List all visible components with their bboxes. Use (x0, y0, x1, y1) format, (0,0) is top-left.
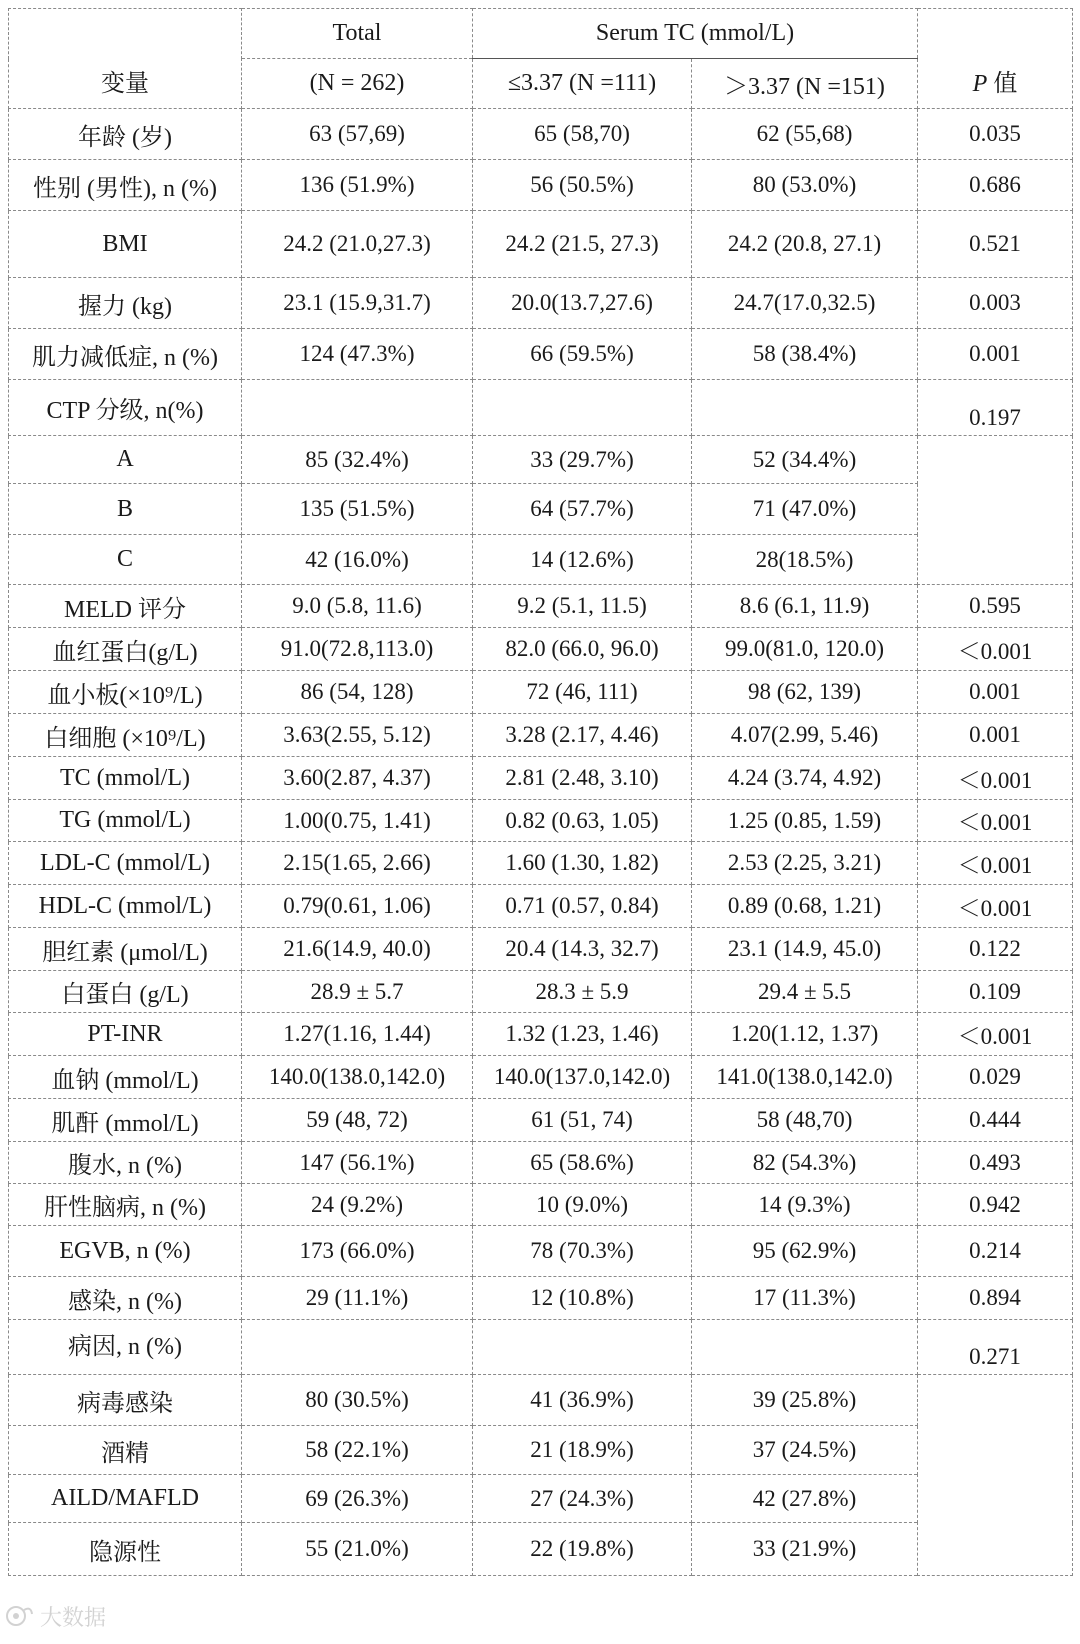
low-tc-cell: 3.28 (2.17, 4.46) (473, 714, 692, 757)
high-tc-cell: 24.2 (20.8, 27.1) (692, 211, 918, 278)
total-cell: 3.63(2.55, 5.12) (242, 714, 473, 757)
header-high-group: ＞3.37 (N =151) (692, 59, 918, 109)
low-tc-cell: 22 (19.8%) (473, 1523, 692, 1576)
variable-cell: C (9, 535, 242, 585)
total-cell: 24 (9.2%) (242, 1184, 473, 1226)
table-row (9, 842, 1073, 885)
table-row (9, 436, 1073, 484)
total-cell: 124 (47.3%) (242, 329, 473, 380)
low-tc-cell: 20.4 (14.3, 32.7) (473, 928, 692, 971)
low-tc-cell: 0.71 (0.57, 0.84) (473, 885, 692, 928)
variable-cell: CTP 分级, n(%) (9, 380, 242, 436)
table-row (9, 160, 1073, 211)
low-tc-cell: 24.2 (21.5, 27.3) (473, 211, 692, 278)
p-value-cell: 0.894 (918, 1277, 1073, 1320)
p-value-cell: 0.271 (918, 1320, 1073, 1375)
table-row (9, 1013, 1073, 1056)
p-value-cell: ＜0.001 (918, 757, 1073, 800)
high-tc-cell (692, 380, 918, 436)
variable-cell: 胆红素 (μmol/L) (9, 928, 242, 971)
low-tc-cell: 2.81 (2.48, 3.10) (473, 757, 692, 800)
p-value-cell: 0.035 (918, 109, 1073, 160)
high-tc-cell: 37 (24.5%) (692, 1426, 918, 1475)
total-cell: 28.9 ± 5.7 (242, 971, 473, 1013)
table-row (9, 1142, 1073, 1184)
table-row (9, 1523, 1073, 1576)
variable-cell: 腹水, n (%) (9, 1142, 242, 1184)
p-value-cell: ＜0.001 (918, 842, 1073, 885)
high-tc-cell: 80 (53.0%) (692, 160, 918, 211)
header-total-n: (N = 262) (242, 59, 473, 109)
low-tc-cell: 65 (58,70) (473, 109, 692, 160)
table-row (9, 329, 1073, 380)
high-tc-cell: 99.0(81.0, 120.0) (692, 628, 918, 671)
total-cell: 86 (54, 128) (242, 671, 473, 714)
p-value-cell: 0.109 (918, 971, 1073, 1013)
high-tc-cell: 62 (55,68) (692, 109, 918, 160)
total-cell: 69 (26.3%) (242, 1475, 473, 1523)
high-tc-cell: 29.4 ± 5.5 (692, 971, 918, 1013)
low-tc-cell (473, 1320, 692, 1375)
variable-cell: PT-INR (9, 1013, 242, 1056)
table-row (9, 109, 1073, 160)
watermark-text: 大数据 (40, 1605, 107, 1631)
p-value-cell: 0.003 (918, 278, 1073, 329)
table-row (9, 885, 1073, 928)
header-p-value (918, 9, 1073, 109)
total-cell: 21.6(14.9, 40.0) (242, 928, 473, 971)
total-cell: 1.27(1.16, 1.44) (242, 1013, 473, 1056)
total-cell: 0.79(0.61, 1.06) (242, 885, 473, 928)
p-value-cell: 0.214 (918, 1226, 1073, 1277)
low-tc-cell: 78 (70.3%) (473, 1226, 692, 1277)
variable-cell: 酒精 (9, 1426, 242, 1475)
table-row (9, 1375, 1073, 1426)
table-row (9, 971, 1073, 1013)
p-value-cell (918, 436, 1073, 585)
total-cell: 3.60(2.87, 4.37) (242, 757, 473, 800)
baseline-characteristics-table (8, 8, 1073, 1576)
high-tc-cell: 71 (47.0%) (692, 484, 918, 535)
p-suffix: 值 (987, 71, 1018, 97)
total-cell: 29 (11.1%) (242, 1277, 473, 1320)
variable-cell: TC (mmol/L) (9, 757, 242, 800)
low-tc-cell: 14 (12.6%) (473, 535, 692, 585)
variable-cell: 血小板(×10⁹/L) (9, 671, 242, 714)
low-tc-cell: 65 (58.6%) (473, 1142, 692, 1184)
low-tc-cell: 66 (59.5%) (473, 329, 692, 380)
table-row (9, 535, 1073, 585)
table-row (9, 1099, 1073, 1142)
low-tc-cell: 20.0(13.7,27.6) (473, 278, 692, 329)
variable-cell: AILD/MAFLD (9, 1475, 242, 1523)
total-cell: 55 (21.0%) (242, 1523, 473, 1576)
variable-cell: 肌力减低症, n (%) (9, 329, 242, 380)
low-tc-cell: 64 (57.7%) (473, 484, 692, 535)
variable-cell: B (9, 484, 242, 535)
table-row (9, 380, 1073, 436)
variable-cell: TG (mmol/L) (9, 800, 242, 842)
table-row (9, 628, 1073, 671)
low-tc-cell: 61 (51, 74) (473, 1099, 692, 1142)
high-tc-cell: 4.07(2.99, 5.46) (692, 714, 918, 757)
low-tc-cell: 27 (24.3%) (473, 1475, 692, 1523)
high-tc-cell: 82 (54.3%) (692, 1142, 918, 1184)
low-tc-cell: 28.3 ± 5.9 (473, 971, 692, 1013)
variable-cell: HDL-C (mmol/L) (9, 885, 242, 928)
low-tc-cell: 10 (9.0%) (473, 1184, 692, 1226)
p-value-cell: 0.444 (918, 1099, 1073, 1142)
variable-cell: EGVB, n (%) (9, 1226, 242, 1277)
total-cell: 9.0 (5.8, 11.6) (242, 585, 473, 628)
table-row (9, 757, 1073, 800)
table-row (9, 211, 1073, 278)
high-tc-cell (692, 1320, 918, 1375)
high-tc-cell: 141.0(138.0,142.0) (692, 1056, 918, 1099)
p-value-cell: 0.595 (918, 585, 1073, 628)
high-tc-cell: 1.20(1.12, 1.37) (692, 1013, 918, 1056)
variable-cell: 病因, n (%) (9, 1320, 242, 1375)
table-row (9, 1426, 1073, 1475)
table-row (9, 484, 1073, 535)
p-value-cell: 0.001 (918, 329, 1073, 380)
header-variable: 变量 (9, 9, 242, 109)
variable-cell: BMI (9, 211, 242, 278)
p-value-cell: 0.122 (918, 928, 1073, 971)
p-value-cell: 0.942 (918, 1184, 1073, 1226)
p-value-cell (918, 1375, 1073, 1576)
low-tc-cell: 140.0(137.0,142.0) (473, 1056, 692, 1099)
total-cell: 42 (16.0%) (242, 535, 473, 585)
p-value-cell: 0.001 (918, 671, 1073, 714)
total-cell: 173 (66.0%) (242, 1226, 473, 1277)
total-cell (242, 380, 473, 436)
total-cell: 24.2 (21.0,27.3) (242, 211, 473, 278)
high-tc-cell: 28(18.5%) (692, 535, 918, 585)
table-row (9, 278, 1073, 329)
high-tc-cell: 2.53 (2.25, 3.21) (692, 842, 918, 885)
variable-cell: 病毒感染 (9, 1375, 242, 1426)
p-value-cell: 0.521 (918, 211, 1073, 278)
p-value-cell: 0.001 (918, 714, 1073, 757)
high-tc-cell: 39 (25.8%) (692, 1375, 918, 1426)
total-cell: 2.15(1.65, 2.66) (242, 842, 473, 885)
variable-cell: 握力 (kg) (9, 278, 242, 329)
low-tc-cell: 9.2 (5.1, 11.5) (473, 585, 692, 628)
low-tc-cell: 56 (50.5%) (473, 160, 692, 211)
total-cell: 147 (56.1%) (242, 1142, 473, 1184)
low-tc-cell (473, 380, 692, 436)
p-value-cell: ＜0.001 (918, 628, 1073, 671)
table-row (9, 1226, 1073, 1277)
variable-cell: 年龄 (岁) (9, 109, 242, 160)
low-tc-cell: 12 (10.8%) (473, 1277, 692, 1320)
high-tc-cell: 8.6 (6.1, 11.9) (692, 585, 918, 628)
header-total: Total (242, 9, 473, 59)
high-tc-cell: 17 (11.3%) (692, 1277, 918, 1320)
total-cell: 136 (51.9%) (242, 160, 473, 211)
watermark-logo-icon (4, 1602, 34, 1630)
total-cell: 85 (32.4%) (242, 436, 473, 484)
total-cell: 23.1 (15.9,31.7) (242, 278, 473, 329)
header-low-group: ≤3.37 (N =111) (473, 59, 692, 109)
total-cell: 58 (22.1%) (242, 1426, 473, 1475)
total-cell: 63 (57,69) (242, 109, 473, 160)
p-value-cell: 0.493 (918, 1142, 1073, 1184)
high-tc-cell: 58 (48,70) (692, 1099, 918, 1142)
high-tc-cell: 95 (62.9%) (692, 1226, 918, 1277)
total-cell: 140.0(138.0,142.0) (242, 1056, 473, 1099)
watermark (4, 1596, 154, 1636)
low-tc-cell: 82.0 (66.0, 96.0) (473, 628, 692, 671)
high-tc-cell: 14 (9.3%) (692, 1184, 918, 1226)
table-row (9, 1320, 1073, 1375)
table-row (9, 1475, 1073, 1523)
p-value-cell: ＜0.001 (918, 800, 1073, 842)
high-tc-cell: 24.7(17.0,32.5) (692, 278, 918, 329)
table-row (9, 1056, 1073, 1099)
p-value-cell: 0.686 (918, 160, 1073, 211)
variable-cell: A (9, 436, 242, 484)
p-value-cell: ＜0.001 (918, 1013, 1073, 1056)
table-row (9, 928, 1073, 971)
total-cell: 1.00(0.75, 1.41) (242, 800, 473, 842)
total-cell: 80 (30.5%) (242, 1375, 473, 1426)
low-tc-cell: 1.32 (1.23, 1.46) (473, 1013, 692, 1056)
high-tc-cell: 1.25 (0.85, 1.59) (692, 800, 918, 842)
table-row (9, 671, 1073, 714)
low-tc-cell: 72 (46, 111) (473, 671, 692, 714)
variable-cell: 肝性脑病, n (%) (9, 1184, 242, 1226)
high-tc-cell: 58 (38.4%) (692, 329, 918, 380)
high-tc-cell: 42 (27.8%) (692, 1475, 918, 1523)
variable-cell: 血红蛋白(g/L) (9, 628, 242, 671)
variable-cell: 白细胞 (×10⁹/L) (9, 714, 242, 757)
variable-cell: MELD 评分 (9, 585, 242, 628)
total-cell (242, 1320, 473, 1375)
high-tc-cell: 33 (21.9%) (692, 1523, 918, 1576)
high-tc-cell: 52 (34.4%) (692, 436, 918, 484)
total-cell: 59 (48, 72) (242, 1099, 473, 1142)
table-row (9, 585, 1073, 628)
variable-cell: 隐源性 (9, 1523, 242, 1576)
high-tc-cell: 23.1 (14.9, 45.0) (692, 928, 918, 971)
variable-cell: 血钠 (mmol/L) (9, 1056, 242, 1099)
total-cell: 135 (51.5%) (242, 484, 473, 535)
low-tc-cell: 0.82 (0.63, 1.05) (473, 800, 692, 842)
low-tc-cell: 1.60 (1.30, 1.82) (473, 842, 692, 885)
p-value-cell: 0.197 (918, 380, 1073, 436)
low-tc-cell: 21 (18.9%) (473, 1426, 692, 1475)
p-value-cell: ＜0.001 (918, 885, 1073, 928)
low-tc-cell: 33 (29.7%) (473, 436, 692, 484)
p-value-cell: 0.029 (918, 1056, 1073, 1099)
table-row (9, 1184, 1073, 1226)
variable-cell: 肌酐 (mmol/L) (9, 1099, 242, 1142)
p-italic: P (972, 71, 988, 97)
variable-cell: 白蛋白 (g/L) (9, 971, 242, 1013)
table-row (9, 714, 1073, 757)
variable-cell: 性别 (男性), n (%) (9, 160, 242, 211)
variable-cell: 感染, n (%) (9, 1277, 242, 1320)
low-tc-cell: 41 (36.9%) (473, 1375, 692, 1426)
header-serum-tc: Serum TC (mmol/L) (473, 9, 918, 59)
table-row (9, 800, 1073, 842)
total-cell: 91.0(72.8,113.0) (242, 628, 473, 671)
high-tc-cell: 0.89 (0.68, 1.21) (692, 885, 918, 928)
high-tc-cell: 98 (62, 139) (692, 671, 918, 714)
high-tc-cell: 4.24 (3.74, 4.92) (692, 757, 918, 800)
table-row (9, 1277, 1073, 1320)
variable-cell: LDL-C (mmol/L) (9, 842, 242, 885)
